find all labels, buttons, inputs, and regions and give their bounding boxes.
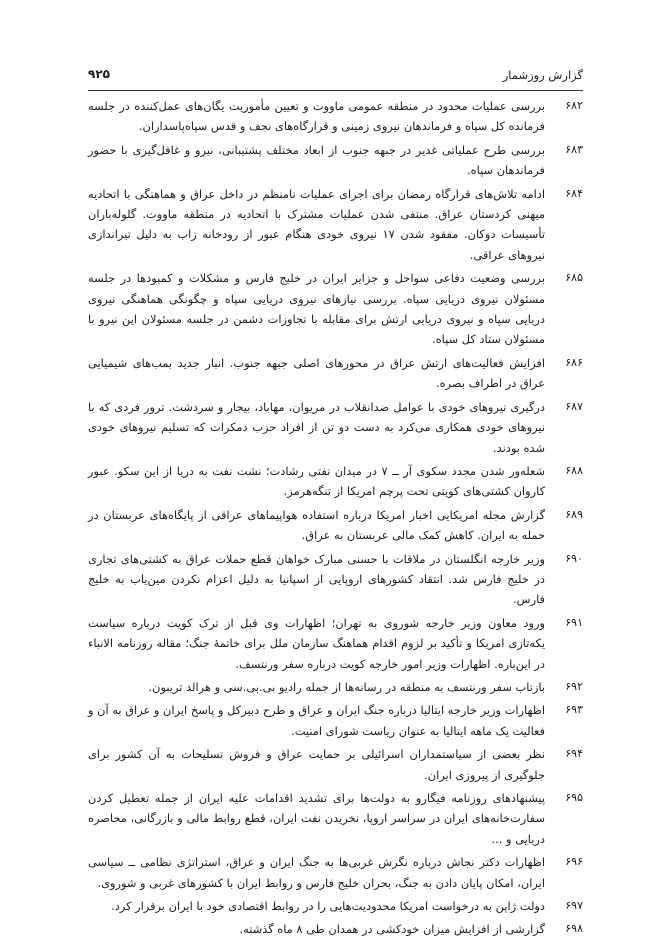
- entry-number: ۶۸۲: [565, 99, 583, 112]
- list-item: [88, 744, 583, 785]
- list-item: [88, 613, 583, 674]
- entry-number: ۶۸۹: [565, 507, 583, 521]
- list-item: [88, 184, 583, 266]
- entry-number: ۶۹۳: [565, 703, 583, 717]
- entry-text: اظهارات وزیر خارجه ایتالیا درباره جنگ ایران و عراق و طرح دبیرکل و پاسخ ایران و عراق به آن و فعالیت یک ماهه ایتالیا به عنوان ریاست شورای امنیت.: [88, 703, 545, 738]
- entry-number: ۶۸۳: [565, 142, 583, 156]
- running-head: گزارش روزشمار: [502, 68, 583, 82]
- entry-text: بازتاب سفر ورنتسف به منطقه در رسانه‌ها از جمله رادیو بی.بی.سی و هرالد تریبون.: [148, 679, 545, 694]
- list-item: [88, 397, 583, 458]
- entry-text: نظر بعضی از سیاستمداران اسرائیلی بر حمایت عراق و فروش تسلیحات به آن کشور برای جلوگیری از پیروزی ایران.: [88, 747, 545, 782]
- list-item: [88, 788, 583, 849]
- entry-text: ادامه تلاش‌های قرارگاه رمضان برای اجرای عملیات نامنظم در داخل عراق و هماهنگی با اتحادیه میهنی کردستان عراق. منتفی شدن عملیات مشترک با اتحادیه در منطقه ماووت. گلوله‌باران تأسیسات دوکان. مفقود شدن ۱۷ نیروی خودی هنگام عبور از رودخانه زاب به دلیل تیراندازی نیروهای عراقی.: [88, 186, 545, 262]
- entry-text: بررسی عملیات محدود در منطقه عمومی ماووت و تعیین مأموریت یگان‌های عمل‌کننده در جلسه فرمانده کل سپاه و فرماندهان نیروی زمینی و قرارگاه‌های نجف و قدس سپاه‌پاسداران.: [88, 99, 545, 134]
- entry-text: بررسی طرح عملیاتی غدیر در جبهه جنوب از ابعاد مختلف پشتیبانی، نیرو و غافل‌گیری با حضور فرماندهان سپاه.: [88, 142, 545, 178]
- entry-number: ۶۸۶: [565, 355, 583, 369]
- entry-number: ۶۹۷: [565, 899, 583, 913]
- page-header: [88, 66, 583, 88]
- entry-text: بررسی وضعیت دفاعی سواحل و جزایر ایران در خلیج فارس و مشکلات و کمبودها در جلسه مسئولان نیروی دریایی سپاه. بررسی نیازهای نیروی دریایی سپاه و چگونگی هماهنگی نیروی دریایی سپاه و نیروی دریایی ارتش برای مقابله با تجاوزات دشمن در جلسه مسئولان این نیرو با مسئولان ستاد کل سپاه.: [88, 271, 545, 347]
- list-item: [88, 919, 583, 939]
- list-item: [88, 353, 583, 394]
- list-item: [88, 140, 583, 181]
- header-rule: [88, 90, 583, 91]
- entry-text: ورود معاون وزیر خارجه شوروی به تهران؛ اظهارات وی قبل از ترک کویت درباره سیاست یکه‌تازی امریکا و تأکید بر لزوم اقدام هماهنگ سازمان ملل برای خاتمهٔ جنگ؛ مقاله روزنامه الانباء در این‌باره. اظهارات وزیر امور خارجه کویت درباره سفر ورنتسف.: [88, 615, 545, 671]
- list-item: [88, 505, 583, 546]
- entry-number: ۶۹۲: [565, 679, 583, 693]
- entry-text: گزارش مجله امریکایی اخبار امریکا درباره استفاده هواپیماهای عراقی از پایگاه‌های عربستان در حمله به ایران. کاهش کمک مالی عربستان به عراق.: [88, 507, 545, 543]
- entry-number: ۶۸۵: [565, 271, 583, 285]
- entry-text: افزایش فعالیت‌های ارتش عراق در محورهای اصلی جبهه جنوب. انبار جدید بمب‌های شیمیایی عراق در اطراف بصره.: [88, 355, 545, 391]
- entry-text: پیشنهادهای روزنامه فیگارو به دولت‌ها برای تشدید اقدامات علیه ایران از جمله تعطیل کردن سفارت‌خانه‌های ایران در سراسر اروپا، نخریدن نفت ایران، قطع روابط مالی و بازرگانی، محاصره دریایی و ...: [88, 791, 545, 846]
- entry-number: ۶۸۴: [565, 186, 583, 200]
- entry-number: ۶۸۷: [565, 399, 583, 413]
- entry-number: ۶۹۵: [565, 791, 583, 804]
- entry-text: وزیر خارجه انگلستان در ملاقات با حسنی مبارک خواهان قطع حملات عراق به کشتی‌های تجاری در خلیج فارس شد. انتقاد کشورهای اروپایی از اسپانیا به دلیل اعزام نکردن مین‌یاب به خلیج فارس.: [88, 551, 545, 607]
- entry-text: درگیری نیروهای خودی با عوامل ضدانقلاب در مریوان، مهاباد، بیجار و سردشت. ترور فردی که با نیروهای خودی همکاری می‌کرد به دست دو تن از افراد حزب دمکرات که تسلیم نیروهای خودی شده بودند.: [88, 399, 545, 455]
- entry-text: اظهارات دکتر نجاش درباره نگرش غربی‌ها به جنگ ایران و عراق، استراتژی نظامی ــ سیاسی ایران، امکان پایان دادن به جنگ، بحران خلیج فارس و روابط ایران با کشورهای غربی و شوروی.: [88, 855, 545, 890]
- entry-number: ۶۹۱: [565, 615, 583, 629]
- list-item: [88, 896, 583, 916]
- list-item: [88, 852, 583, 893]
- entry-text: شعله‌ور شدن مجدد سکوی آر ــ ۷ در میدان نفتی رشادت؛ نشت نفت به دریا از این سکو. عبور کاروان کشتی‌های کویتی تحت پرچم امریکا از تنگه‌هرمز.: [88, 463, 545, 499]
- list-item: [88, 677, 583, 697]
- entry-number: ۶۹۸: [565, 922, 583, 936]
- entry-number: ۶۹۶: [565, 855, 583, 869]
- entry-number: ۶۹۰: [565, 551, 583, 565]
- list-item: [88, 461, 583, 502]
- page-number: ۹۲۵: [88, 67, 110, 81]
- list-item: [88, 268, 583, 350]
- entry-number: ۶۸۸: [565, 463, 583, 477]
- entry-text: گزارشی از افزایش میزان خودکشی در همدان طی ۸ ماه گذشته.: [239, 922, 545, 937]
- list-item: [88, 700, 583, 741]
- list-item: [88, 96, 583, 137]
- list-item: [88, 549, 583, 610]
- entry-text: دولت ژاپن به درخواست امریکا محدودیت‌هایی را در روابط اقتصادی خود با ایران برقرار کرد.: [111, 899, 545, 914]
- entry-list: [88, 96, 583, 943]
- entry-number: ۶۹۴: [565, 747, 583, 761]
